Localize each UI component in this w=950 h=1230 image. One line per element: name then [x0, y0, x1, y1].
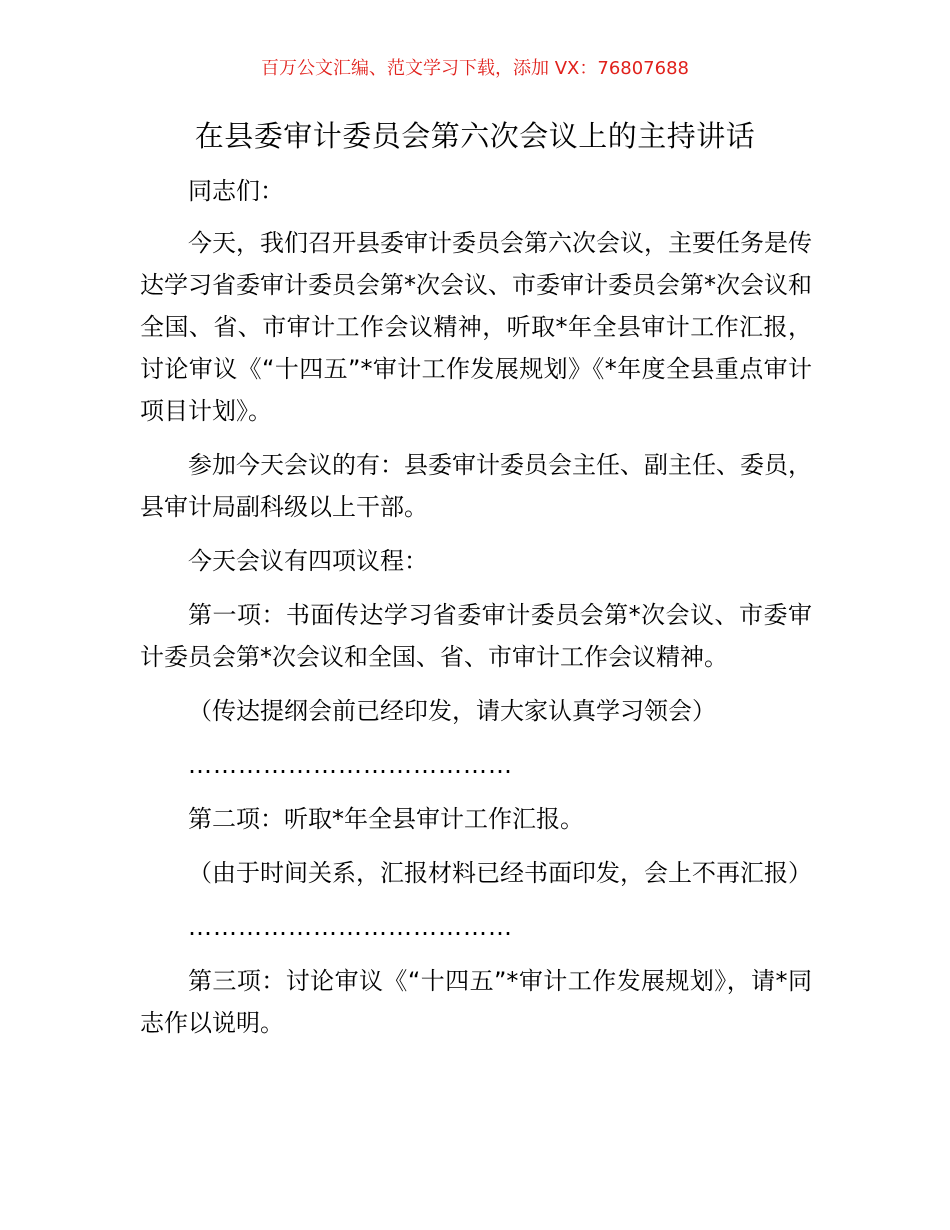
paragraph-agenda-item-1: 第一项：书面传达学习省委审计委员会第*次会议、市委审计委员会第*次会议和全国、省、市审计工作会议精神。: [140, 601, 812, 671]
paragraph-agenda-intro: 今天会议有四项议程：: [188, 547, 428, 575]
paragraph-agenda-note-2: （由于时间关系，汇报材料已经书面印发，会上不再汇报）: [188, 859, 812, 887]
page-title: 在县委审计委员会第六次会议上的主持讲话: [194, 119, 756, 153]
ellipsis-divider: …………………………………: [188, 913, 513, 941]
paragraph-attendees: 参加今天会议的有：县委审计委员会主任、副主任、委员，县审计局副科级以上干部。: [140, 451, 812, 521]
paragraph-agenda-item-3: 第三项：讨论审议《“十四五”*审计工作发展规划》，请*同志作以说明。: [140, 967, 812, 1037]
paragraph-opening: 今天，我们召开县委审计委员会第六次会议，主要任务是传达学习省委审计委员会第*次会议、市委审计委员会第*次会议和全国、省、市审计工作会议精神，听取*年全县审计工作汇报，讨论审议《“十四五”*审计工作发展规划》《*年度全县重点审计项目计划》。: [140, 229, 812, 425]
header-watermark-note: 百万公文汇编、范文学习下载，添加 VX：76807688: [261, 58, 689, 79]
paragraph-agenda-note-1: （传达提纲会前已经印发，请大家认真学习领会）: [188, 697, 716, 725]
ellipsis-divider: …………………………………: [188, 751, 513, 779]
document-body: [140, 170, 812, 1056]
salutation: 同志们：: [188, 177, 284, 205]
paragraph-agenda-item-2: 第二项：听取*年全县审计工作汇报。: [188, 805, 584, 833]
